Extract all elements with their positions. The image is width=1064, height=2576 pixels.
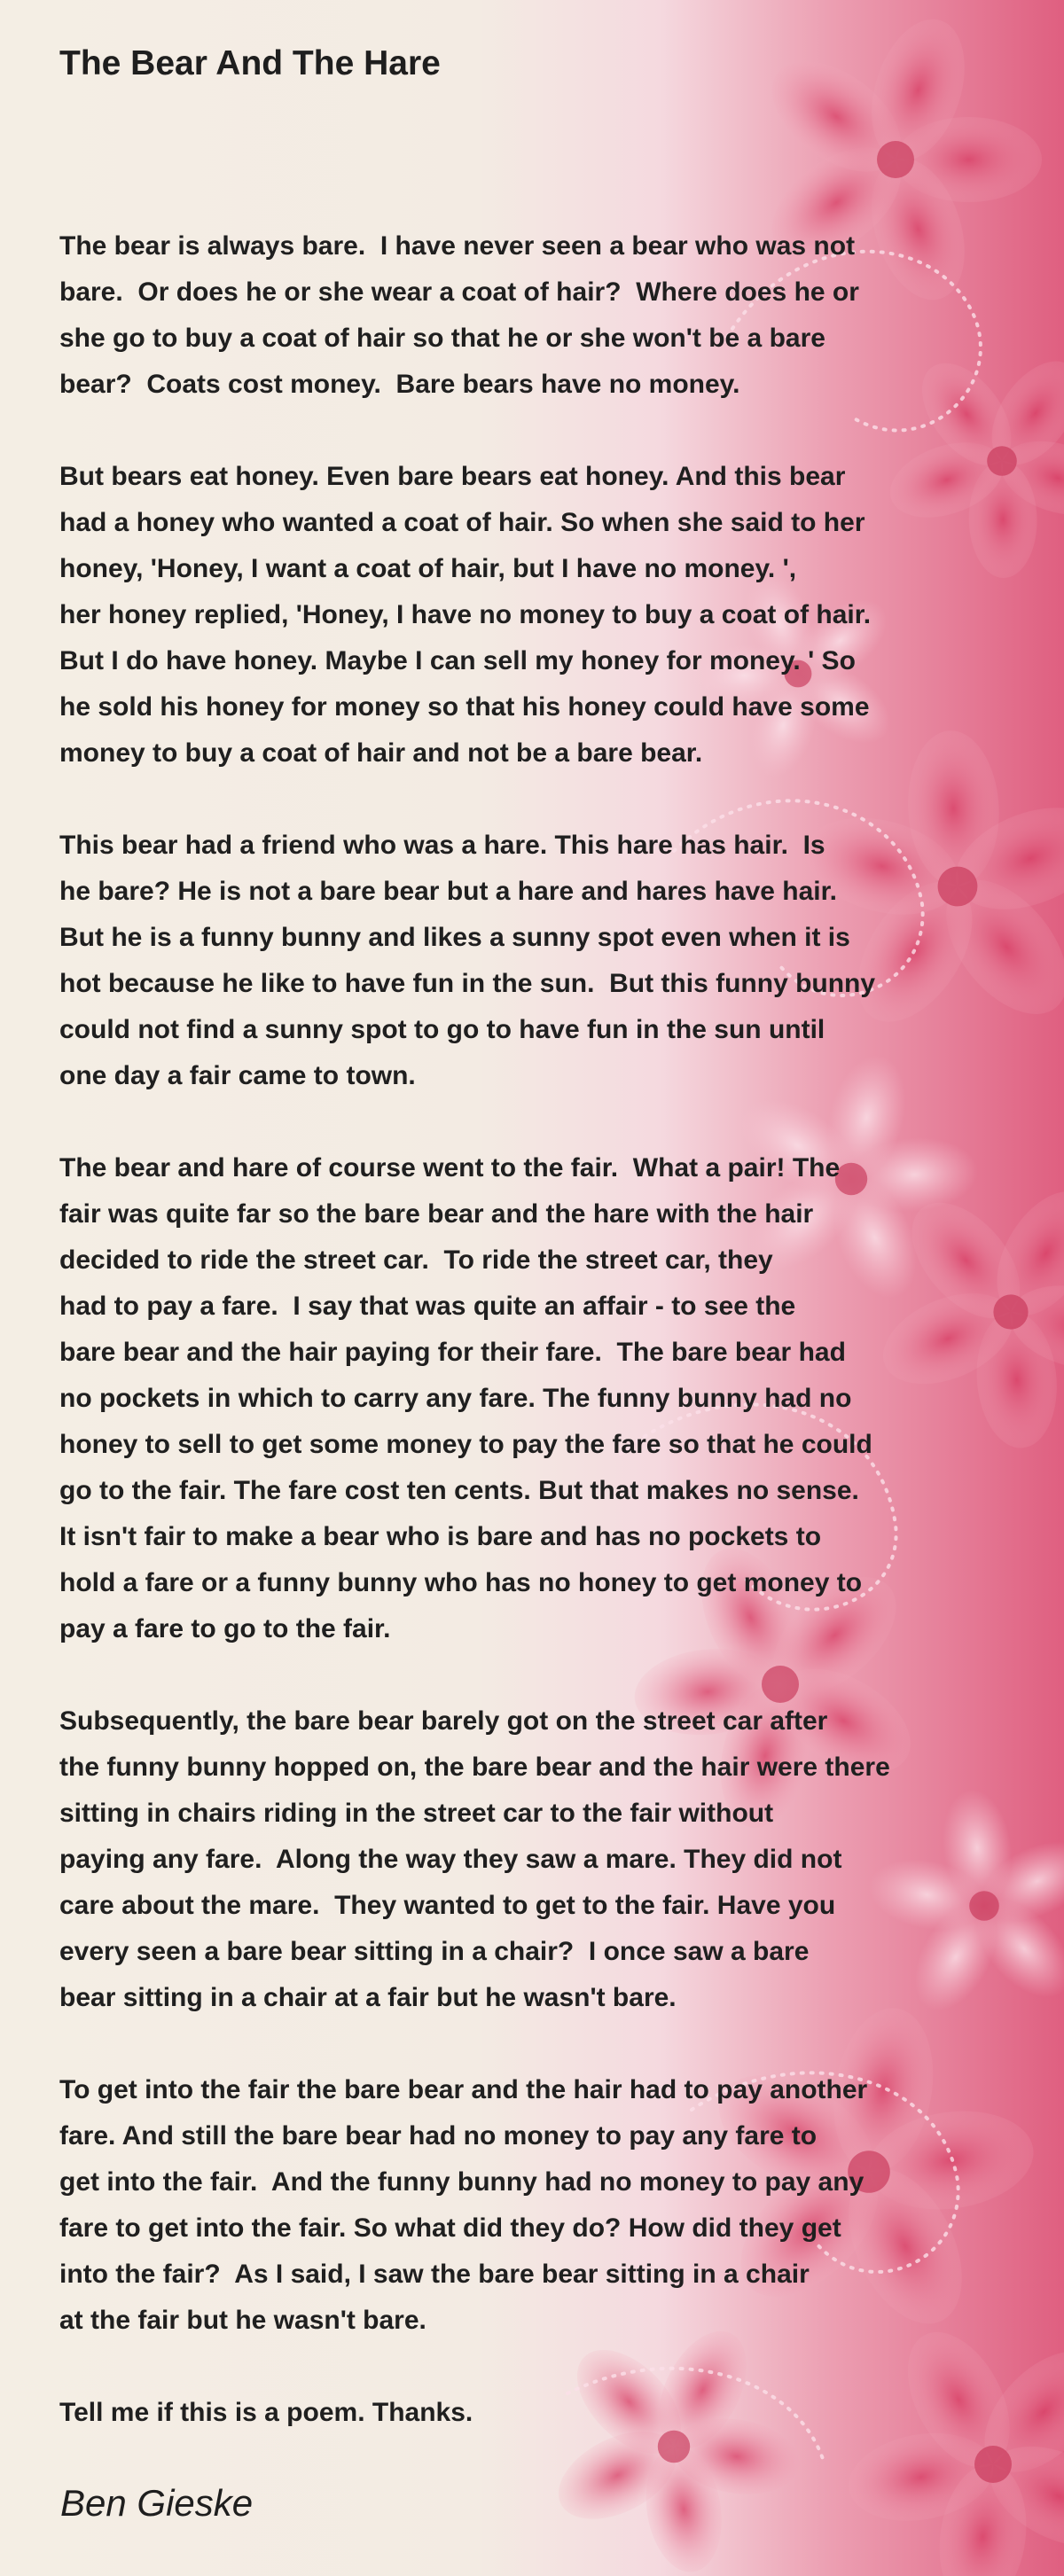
poem-line: paying any fare. Along the way they saw a mare. They did not (59, 1845, 842, 1874)
poem-line: But he is a funny bunny and likes a sunny spot even when it is (59, 923, 850, 952)
poem-line: But bears eat honey. Even bare bears eat honey. And this bear (59, 462, 846, 491)
poem-line: into the fair? As I said, I saw the bare bear sitting in a chair (59, 2260, 810, 2289)
poem-line: Tell me if this is a poem. Thanks. (59, 2398, 473, 2427)
poem-body (59, 223, 1035, 2482)
poem-line: fare. And still the bare bear had no money to pay any fare to (59, 2121, 818, 2151)
poem-line: decided to ride the street car. To ride the street car, they (59, 1245, 773, 1275)
poem-author: Ben Gieske (60, 2482, 254, 2524)
poem-line: at the fair but he wasn't bare. (59, 2306, 426, 2335)
poem-line: But I do have honey. Maybe I can sell my honey for money. ' So (59, 646, 856, 675)
poem-line: she go to buy a coat of hair so that he or she won't be a bare (59, 324, 825, 353)
poem-line: hold a fare or a funny bunny who has no honey to get money to (59, 1568, 863, 1597)
poem-line: money to buy a coat of hair and not be a bare bear. (59, 738, 703, 768)
stanza (59, 1145, 1035, 1652)
poem-line: hot because he like to have fun in the sun. But this funny bunny (59, 969, 876, 998)
poem-line: The bear is always bare. I have never seen a bear who was not (59, 231, 856, 261)
poem-line: get into the fair. And the funny bunny had no money to pay any (59, 2167, 864, 2197)
poem-line: This bear had a friend who was a hare. This hare has hair. Is (59, 831, 825, 860)
poem-line: every seen a bare bear sitting in a chair? I once saw a bare (59, 1937, 810, 1966)
poem-line: no pockets in which to carry any fare. The funny bunny had no (59, 1384, 852, 1413)
poem-line: sitting in chairs riding in the street car to the fair without (59, 1799, 774, 1828)
stanza (59, 823, 1035, 1099)
poem-line: bear sitting in a chair at a fair but he wasn't bare. (59, 1983, 677, 2012)
poem-line: bare. Or does he or she wear a coat of hair? Where does he or (59, 277, 859, 307)
stanza (59, 1698, 1035, 2021)
poem-line: her honey replied, 'Honey, I have no money to buy a coat of hair. (59, 600, 872, 629)
poem-line: care about the mare. They wanted to get to the fair. Have you (59, 1891, 836, 1920)
poem-line: pay a fare to go to the fair. (59, 1614, 391, 1643)
poem-line: go to the fair. The fare cost ten cents. But that makes no sense. (59, 1476, 859, 1505)
poem-line: could not find a sunny spot to go to have fun in the sun until (59, 1015, 825, 1044)
stanza (59, 223, 1035, 408)
poem-line: had a honey who wanted a coat of hair. So when she said to her (59, 508, 865, 537)
stanza (59, 2067, 1035, 2344)
poem-line: Subsequently, the bare bear barely got on the street car after (59, 1706, 828, 1736)
poem-line: he sold his honey for money so that his honey could have some (59, 692, 870, 722)
poem-line: had to pay a fare. I say that was quite an affair - to see the (59, 1292, 796, 1321)
stanza (59, 2390, 1035, 2436)
poem-title: The Bear And The Hare (59, 44, 441, 82)
poem-line: fair was quite far so the bare bear and the hare with the hair (59, 1199, 814, 1229)
poem-line: one day a fair came to town. (59, 1061, 416, 1090)
poem-line: fare to get into the fair. So what did they do? How did they get (59, 2213, 841, 2243)
poem-line: To get into the fair the bare bear and the hair had to pay another (59, 2075, 868, 2104)
poem-line: bare bear and the hair paying for their fare. The bare bear had (59, 1338, 846, 1367)
poem-line: It isn't fair to make a bear who is bare and has no pockets to (59, 1522, 822, 1551)
poem-line: The bear and hare of course went to the fair. What a pair! The (59, 1153, 841, 1183)
poem-line: honey, 'Honey, I want a coat of hair, but I have no money. ', (59, 554, 797, 583)
poem-line: the funny bunny hopped on, the bare bear and the hair were there (59, 1752, 890, 1782)
stanza (59, 454, 1035, 777)
poem-line: honey to sell to get some money to pay the fare so that he could (59, 1430, 872, 1459)
poem-line: he bare? He is not a bare bear but a hare and hares have hair. (59, 877, 837, 906)
poem-line: bear? Coats cost money. Bare bears have no money. (59, 370, 740, 399)
